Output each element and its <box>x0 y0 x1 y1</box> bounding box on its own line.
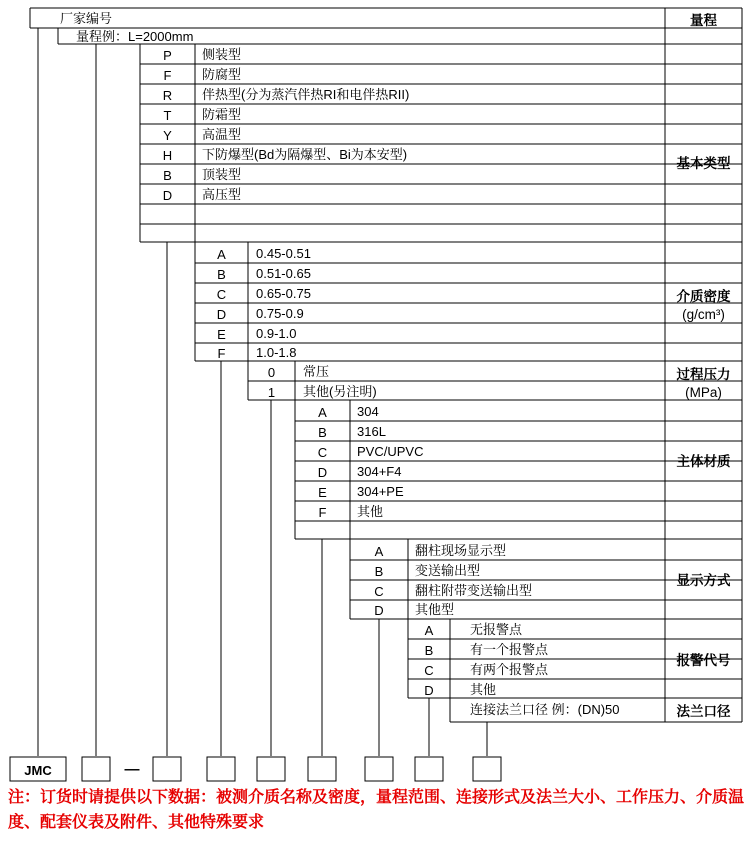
code-density-2: C <box>216 287 227 302</box>
code-basic-0: P <box>163 48 172 63</box>
code-density-4: E <box>217 327 226 342</box>
desc-density-3: 0.75-0.9 <box>256 306 304 321</box>
code-basic-4: Y <box>163 128 172 143</box>
code-alarm-1: B <box>424 643 434 658</box>
desc-pressure-0: 常压 <box>303 364 330 379</box>
desc-basic-3: 防霜型 <box>202 107 242 122</box>
code-basic-3: T <box>163 108 172 123</box>
desc-material-4: 304+PE <box>357 484 404 499</box>
code-alarm-2: C <box>424 663 434 678</box>
right-label-flange: 法兰口径 <box>676 704 731 719</box>
desc-density-5: 1.0-1.8 <box>256 345 297 360</box>
manufacturer-code-label: 厂家编号 <box>60 11 113 26</box>
desc-material-5: 其他 <box>357 504 384 519</box>
code-density-0: A <box>217 247 226 262</box>
code-material-3: D <box>317 465 328 480</box>
code-alarm-0: A <box>424 623 434 638</box>
code-density-5: F <box>217 346 226 361</box>
desc-alarm-0: 无报警点 <box>470 622 523 637</box>
desc-basic-4: 高温型 <box>202 127 242 142</box>
code-basic-5: H <box>162 148 173 163</box>
right-label-density-text: 介质密度 <box>676 289 731 304</box>
code-material-4: E <box>318 485 327 500</box>
code-alarm-3: D <box>424 683 434 698</box>
right-label-material: 主体材质 <box>676 454 731 469</box>
code-display-2: C <box>374 584 384 599</box>
desc-density-4: 0.9-1.0 <box>256 326 297 341</box>
code-basic-7: D <box>162 188 173 203</box>
right-label-basic-type: 基本类型 <box>676 156 731 171</box>
right-label-pressure <box>665 366 742 402</box>
desc-basic-6: 顶装型 <box>202 167 242 182</box>
code-material-1: B <box>318 425 327 440</box>
desc-display-2: 翻柱附带变送输出型 <box>415 583 533 598</box>
code-pressure-1: 1 <box>267 385 276 400</box>
desc-material-1: 316L <box>357 424 386 439</box>
desc-density-1: 0.51-0.65 <box>256 266 311 281</box>
desc-basic-7: 高压型 <box>202 187 242 202</box>
code-material-5: F <box>318 505 327 520</box>
desc-pressure-1: 其他(另注明) <box>303 384 377 399</box>
right-label-alarm: 报警代号 <box>676 653 731 668</box>
desc-density-0: 0.45-0.51 <box>256 246 311 261</box>
code-density-3: D <box>216 307 227 322</box>
order-note: 注：订货时请提供以下数据：被测介质名称及密度，量程范围、连接形式及法兰大小、工作压力、介质温度、配套仪表及附件、其他特殊要求 <box>8 789 745 831</box>
desc-display-1: 变送输出型 <box>415 563 481 578</box>
right-label-density <box>665 288 742 324</box>
code-material-2: C <box>317 445 328 460</box>
code-material-0: A <box>318 405 327 420</box>
desc-basic-5: 下防爆型(Bd为隔爆型、Bi为本安型) <box>202 147 408 162</box>
desc-basic-2: 伴热型(分为蒸汽伴热RI和电伴热RII) <box>202 87 410 102</box>
code-pressure-0: 0 <box>267 365 276 380</box>
right-label-density-unit: (g/cm³) <box>682 307 725 323</box>
desc-material-3: 304+F4 <box>357 464 402 479</box>
right-label-pressure-text: 过程压力 <box>676 367 731 382</box>
code-basic-2: R <box>162 88 173 103</box>
right-label-pressure-unit: (MPa) <box>685 385 722 401</box>
desc-alarm-2: 有两个报警点 <box>470 662 549 677</box>
range-example-label: 量程例：L=2000mm <box>76 29 194 44</box>
desc-basic-0: 侧装型 <box>202 47 242 62</box>
code-display-1: B <box>374 564 384 579</box>
desc-material-0: 304 <box>357 404 379 419</box>
code-basic-1: F <box>163 68 172 83</box>
code-display-3: D <box>374 603 384 618</box>
desc-display-3: 其他型 <box>415 602 455 617</box>
model-dash: — <box>124 761 140 778</box>
code-display-0: A <box>374 544 384 559</box>
model-box-jmc[interactable]: JMC <box>24 763 52 778</box>
code-basic-6: B <box>163 168 172 183</box>
desc-flange-0: 连接法兰口径 例：(DN)50 <box>470 702 620 717</box>
right-label-display: 显示方式 <box>676 573 731 588</box>
desc-density-2: 0.65-0.75 <box>256 286 311 301</box>
right-label-range: 量程 <box>690 13 717 28</box>
desc-alarm-1: 有一个报警点 <box>470 642 549 657</box>
code-density-1: B <box>217 267 226 282</box>
desc-display-0: 翻柱现场显示型 <box>415 543 507 558</box>
desc-material-2: PVC/UPVC <box>357 444 424 459</box>
desc-alarm-3: 其他 <box>470 682 497 697</box>
desc-basic-1: 防腐型 <box>202 67 242 82</box>
